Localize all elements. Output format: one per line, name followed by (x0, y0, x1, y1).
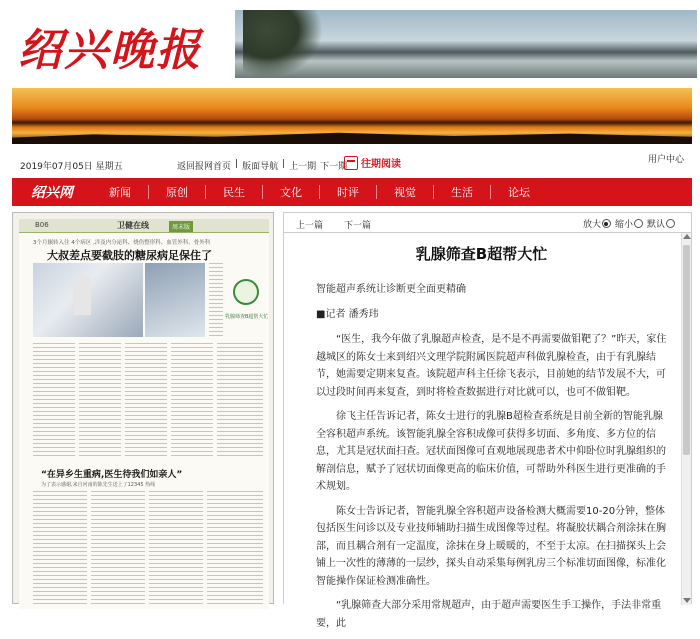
article-paragraph: “乳腺筛查大部分采用常规超声，由于超声需要医生手工操作，手法非常重要，此 (316, 600, 662, 629)
site-logo[interactable]: 绍兴网 (31, 185, 73, 201)
home-link[interactable]: 返回报网首页 (177, 162, 232, 172)
current-date: 2019年07月05日 星期五 (20, 162, 123, 172)
nav-item-original[interactable]: 原创 (166, 186, 188, 199)
article-paragraph: 陈女士告诉记者，智能乳腺全容积超声设备检测大概需要10-20分钟，整体包括医生问诊以及专业技师辅助扫描生成图像等过程。将凝胶状耦合剂涂抹在胸部，而且耦合剂有一定温度，涂抹在身上暖暖的，不至于太凉。在扫描探头上会铺上一次性的薄薄的一层纱，探头自动采集每例乳房三个标准切面图像，标准化智能操作保证检测准确性。 (316, 505, 666, 587)
zoom-in-option[interactable] (583, 217, 611, 230)
nav-item-life[interactable]: 生活 (451, 186, 473, 199)
text-column (79, 343, 121, 459)
zoom-default-label: 默认 (646, 220, 665, 230)
hospital-badge-icon (233, 279, 259, 305)
text-column (171, 343, 213, 459)
link-separator: | (235, 159, 239, 169)
text-column (91, 491, 145, 607)
zoom-in-label: 放大 (582, 220, 601, 230)
page-header-strip (19, 219, 269, 233)
doctor-photo (145, 263, 205, 337)
nav-item-news[interactable]: 新闻 (109, 186, 131, 199)
zoom-in-radio[interactable] (602, 219, 611, 228)
zoom-out-label: 缩小 (614, 220, 633, 230)
page-nav-link[interactable]: 版面导航 (242, 162, 279, 172)
past-issues-label: 往期阅读 (361, 159, 401, 170)
issue-navigation (177, 159, 347, 172)
past-issues-button[interactable] (344, 155, 401, 170)
zoom-default-radio[interactable] (666, 219, 675, 228)
scroll-down-arrow-icon[interactable] (683, 598, 691, 603)
masthead (0, 0, 700, 82)
page-number: B06 (35, 221, 49, 229)
link-separator: | (282, 159, 286, 169)
page-section: 卫健在线 (117, 221, 149, 230)
article-paragraph: “医生，我今年做了乳腺超声检查，是不是不再需要做钼靶了？”昨天，家住越城区的陈女士来到绍兴文理学院附属医院超声科做乳腺检查，由于有乳腺结节，她需要定期来复查。该院超声科主任徐飞表示，目前她的结节发展不大，可以过段时间再来复查，到时将检查数据进行对比就可以，也可不做钼靶。 (316, 334, 667, 398)
scroll-thumb[interactable] (683, 245, 690, 455)
nav-item-visual[interactable]: 视觉 (394, 186, 416, 199)
next-article-link[interactable]: 下一篇 (344, 221, 372, 231)
breast-screening-article-link[interactable] (225, 271, 269, 335)
text-column (149, 491, 203, 607)
text-column (33, 491, 87, 607)
newspaper-page (19, 219, 269, 609)
nav-item-livelihood[interactable]: 民生 (223, 186, 245, 199)
header-landscape-photo (235, 10, 697, 78)
prev-issue-link[interactable]: 上一期 (289, 162, 317, 172)
page-kicker: 3个月辗转入住 4个病区 ,涉及内分泌科、烧伤整形科、血管外科、骨外科 (33, 240, 211, 246)
main-navigation (12, 178, 692, 206)
info-bar (12, 152, 692, 176)
sunset-banner (12, 88, 692, 144)
article-body (316, 331, 668, 639)
page-deck2: 为了表示感谢,来自河南的陈先生送上了12345 热线 (41, 482, 156, 488)
article-title: 乳腺筛查B超帮大忙 (415, 245, 548, 263)
nav-item-commentary[interactable]: 时评 (337, 186, 359, 199)
page-tag: 周末版 (169, 221, 193, 232)
text-column (125, 343, 167, 459)
zoom-default-option[interactable] (647, 217, 675, 230)
calendar-icon (344, 156, 358, 170)
article-subtitle: 智能超声系统让诊断更全面更精确 (316, 284, 466, 295)
article-panel (283, 212, 692, 629)
newspaper-logo[interactable]: 绍兴晚报 (18, 25, 202, 76)
zoom-out-radio[interactable] (634, 219, 643, 228)
scroll-up-arrow-icon[interactable] (683, 234, 691, 239)
ad-caption: 乳腺筛查B超帮大忙 (225, 314, 269, 320)
text-column (207, 491, 263, 607)
hospital-photo (33, 263, 143, 337)
tree-silhouette (243, 10, 323, 78)
text-column (33, 343, 75, 459)
zoom-out-option[interactable] (615, 217, 643, 230)
text-column (217, 343, 263, 459)
article-toolbar (284, 213, 691, 233)
text-column (209, 263, 223, 337)
font-size-controls (583, 217, 675, 230)
nav-item-forum[interactable]: 论坛 (508, 186, 530, 199)
article-scrollbar[interactable] (681, 233, 691, 605)
user-center-link[interactable]: 用户中心 (647, 155, 684, 165)
hills-silhouette (12, 128, 692, 144)
page-thumbnail[interactable] (12, 212, 274, 604)
article-paragraph: 徐飞主任告诉记者，陈女士进行的乳腺B超检查系统是目前全新的智能乳腺全容积超声系统。该智能乳腺全容积成像可获得多切面、多角度、多方位的信息，尤其是冠状面扫查。冠状面图像可直观地展现患者术中仰卧位时乳腺组织的解剖信息，赋予了冠状切面像更高的临床价值，可帮助外科医生进行更准确的手术规划。 (316, 411, 666, 492)
next-issue-link[interactable]: 下一期 (320, 162, 348, 172)
page-headline2-link[interactable]: “在异乡生重病,医生待我们如亲人” (41, 470, 183, 480)
page-headline-link[interactable]: 大叔差点要截肢的糖尿病足保住了 (47, 249, 212, 262)
nav-item-culture[interactable]: 文化 (280, 186, 302, 199)
prev-article-link[interactable]: 上一篇 (296, 221, 324, 231)
article-author: ■记者 潘秀玮 (316, 309, 379, 320)
